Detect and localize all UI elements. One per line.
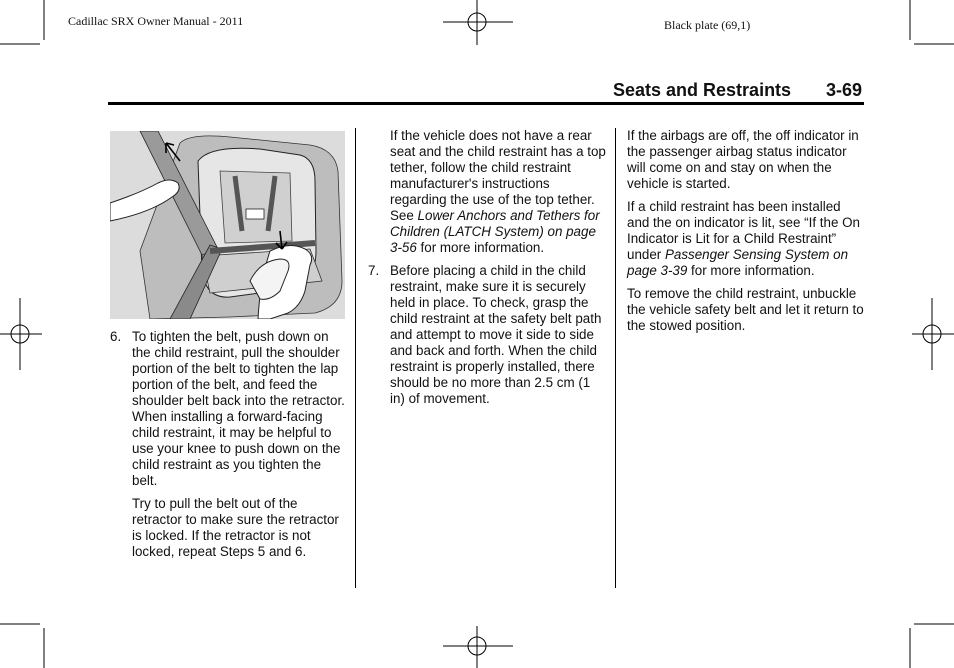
on-indicator-paragraph [627,199,865,279]
step-7-number: 7. [368,263,380,278]
column-divider-2 [615,128,616,588]
section-title: Seats and Restraints [613,80,792,100]
top-tether-paragraph [368,128,608,256]
latch-reference: Lower Anchors and Tethers for Children (LATCH System) on page 3-56 [390,208,600,255]
registration-target-top [443,0,513,45]
registration-target-right [912,298,954,370]
top-tether-text-end: for more information. [416,240,545,255]
step-7-text: Before placing a child in the child restraint, make sure it is securely held in place. To check, grasp the child restraint at the safety belt path and attempt to move it side to side and back and forth. When the child restraint is properly installed, there should be no more than 2.5 cm (1 in) of movement. [390,263,602,406]
step-7 [368,263,608,407]
manual-title: Cadillac SRX Owner Manual - 2011 [68,14,244,28]
step-6 [110,329,350,489]
on-indicator-text-end: for more information. [687,263,815,278]
child-restraint-illustration [110,131,345,319]
column-1 [110,329,350,567]
plate-label: Black plate (69,1) [664,18,751,32]
step-6-text: To tighten the belt, push down on the child restraint, pull the shoulder portion of the belt to tighten the lap portion of the belt, and feed the shoulder belt back into the retractor. When installing a forward-facing child restraint, it may be helpful to use your knee to push down on the child restraint as you tighten the belt. [132,329,345,488]
step-6-followup: Try to pull the belt out of the retractor to make sure the retractor is locked. If the retractor is not locked, repeat Steps 5 and 6. [132,496,339,559]
on-indicator-text: If a child restraint has been installed and the on indicator is lit, see “If the On Indicator is Lit for a Child Restraint” under [627,199,860,262]
airbag-off-paragraph: If the airbags are off, the off indicator in the passenger airbag status indicator will come on and stay on when the vehicle is started. [627,128,859,191]
passenger-sensing-reference: Passenger Sensing System on page 3-39 [627,247,849,278]
remove-restraint-paragraph: To remove the child restraint, unbuckle the vehicle safety belt and let it return to the stowed position. [627,286,864,333]
header-rule [108,102,864,105]
page-number: 3-69 [826,80,863,100]
top-tether-text: If the vehicle does not have a rear seat and the child restraint has a top tether, follow the child restraint manufacturer's instructions regarding the use of the top tether. See [390,128,606,223]
registration-target-left [0,298,42,370]
column-2 [368,128,608,414]
column-3 [627,128,865,341]
registration-target-bottom [443,626,513,668]
step-6-number: 6. [110,329,122,344]
column-divider-1 [355,128,356,588]
